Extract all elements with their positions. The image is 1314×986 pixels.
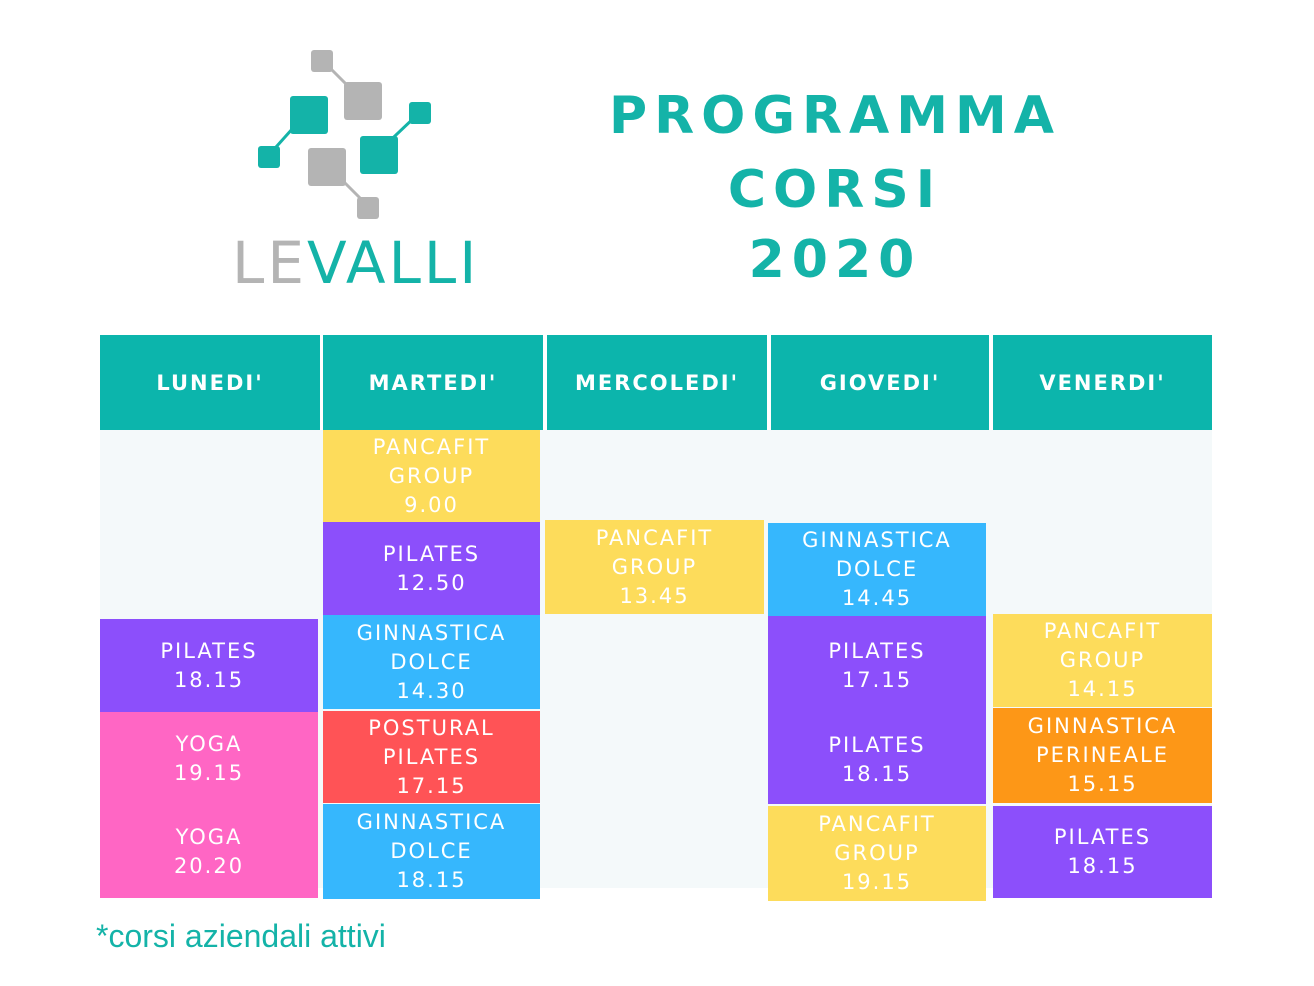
course-cell-ven-3 xyxy=(993,806,1212,898)
header-giovedi: GIOVEDI' xyxy=(771,335,989,430)
course-name-2: PILATES xyxy=(382,744,481,769)
course-name: POSTURAL xyxy=(368,715,495,740)
course-name: PILATES xyxy=(828,733,926,757)
course-name: GINNASTICA xyxy=(1027,714,1178,738)
course-name: GINNASTICA xyxy=(356,620,507,645)
course-cell-mar-5 xyxy=(323,804,540,899)
course-time: 14.15 xyxy=(1067,677,1138,701)
logo-text-le: LE xyxy=(232,229,307,297)
course-cell-mar-1 xyxy=(323,430,540,522)
course-name: PANCAFIT xyxy=(595,525,714,550)
course-name: GINNASTICA xyxy=(802,528,952,552)
course-time: 14.30 xyxy=(396,678,467,703)
course-name-2: GROUP xyxy=(388,463,475,488)
header-mercoledi: MERCOLEDI' xyxy=(547,335,767,430)
course-name-2: GROUP xyxy=(1059,648,1146,672)
header-venerdi: VENERDI' xyxy=(993,335,1212,430)
course-time: 12.50 xyxy=(396,570,467,595)
title-line-1: PROGRAMMA xyxy=(608,86,1062,146)
footnote: *corsi aziendali attivi xyxy=(96,918,386,954)
course-name-2: GROUP xyxy=(834,841,920,865)
course-time: 19.15 xyxy=(841,870,913,894)
title-line-2: CORSI xyxy=(727,160,943,220)
course-time: 15.15 xyxy=(1067,772,1138,796)
logo-wordmark xyxy=(232,229,480,297)
course-time: 18.15 xyxy=(173,667,245,692)
course-time: 18.15 xyxy=(1067,854,1138,878)
course-cell-gio-3 xyxy=(768,716,986,804)
course-cell-mer-1 xyxy=(545,520,764,614)
course-time: 19.15 xyxy=(173,760,245,785)
course-name: PILATES xyxy=(382,541,481,566)
course-name-2: DOLCE xyxy=(390,839,473,863)
header-martedi: MARTEDI' xyxy=(323,335,543,430)
logo-text-valli: VALLI xyxy=(306,229,480,297)
course-cell-gio-1 xyxy=(768,523,986,616)
course-name-2: DOLCE xyxy=(835,557,919,581)
course-name: PILATES xyxy=(828,639,926,663)
course-time: 18.15 xyxy=(841,762,913,786)
course-name: GINNASTICA xyxy=(356,810,507,834)
course-cell-mar-4 xyxy=(323,711,540,803)
course-name-2: GROUP xyxy=(611,554,698,579)
course-time: 14.45 xyxy=(841,586,913,610)
course-name-2: DOLCE xyxy=(390,649,473,674)
course-cell-lun-1 xyxy=(100,619,318,712)
logo-mark-icon xyxy=(230,40,460,230)
course-time: 17.15 xyxy=(841,668,913,692)
course-name-2: PERINEALE xyxy=(1035,743,1170,767)
course-name: PANCAFIT xyxy=(372,434,491,459)
title-line-3: 2020 xyxy=(748,230,922,290)
course-time: 18.15 xyxy=(396,868,467,892)
course-cell-ven-2 xyxy=(993,708,1212,803)
course-cell-lun-2 xyxy=(100,712,318,805)
course-name: PILATES xyxy=(1053,825,1152,849)
course-time: 17.15 xyxy=(396,773,467,798)
course-cell-mar-3 xyxy=(323,615,540,709)
course-name: YOGA xyxy=(175,731,243,756)
course-time: 13.45 xyxy=(619,583,690,608)
course-cell-gio-2 xyxy=(768,616,986,716)
course-name: PANCAFIT xyxy=(1043,619,1162,643)
course-cell-lun-3 xyxy=(100,805,318,898)
course-cell-gio-4 xyxy=(768,806,986,901)
course-cell-mar-2 xyxy=(323,522,540,615)
course-name: YOGA xyxy=(175,824,243,849)
course-time: 20.20 xyxy=(173,853,245,878)
course-name: PILATES xyxy=(160,638,258,663)
course-name: PANCAFIT xyxy=(818,812,936,836)
course-time: 9.00 xyxy=(404,492,459,517)
course-cell-ven-1 xyxy=(993,614,1212,707)
header-lunedi: LUNEDI' xyxy=(100,335,320,430)
